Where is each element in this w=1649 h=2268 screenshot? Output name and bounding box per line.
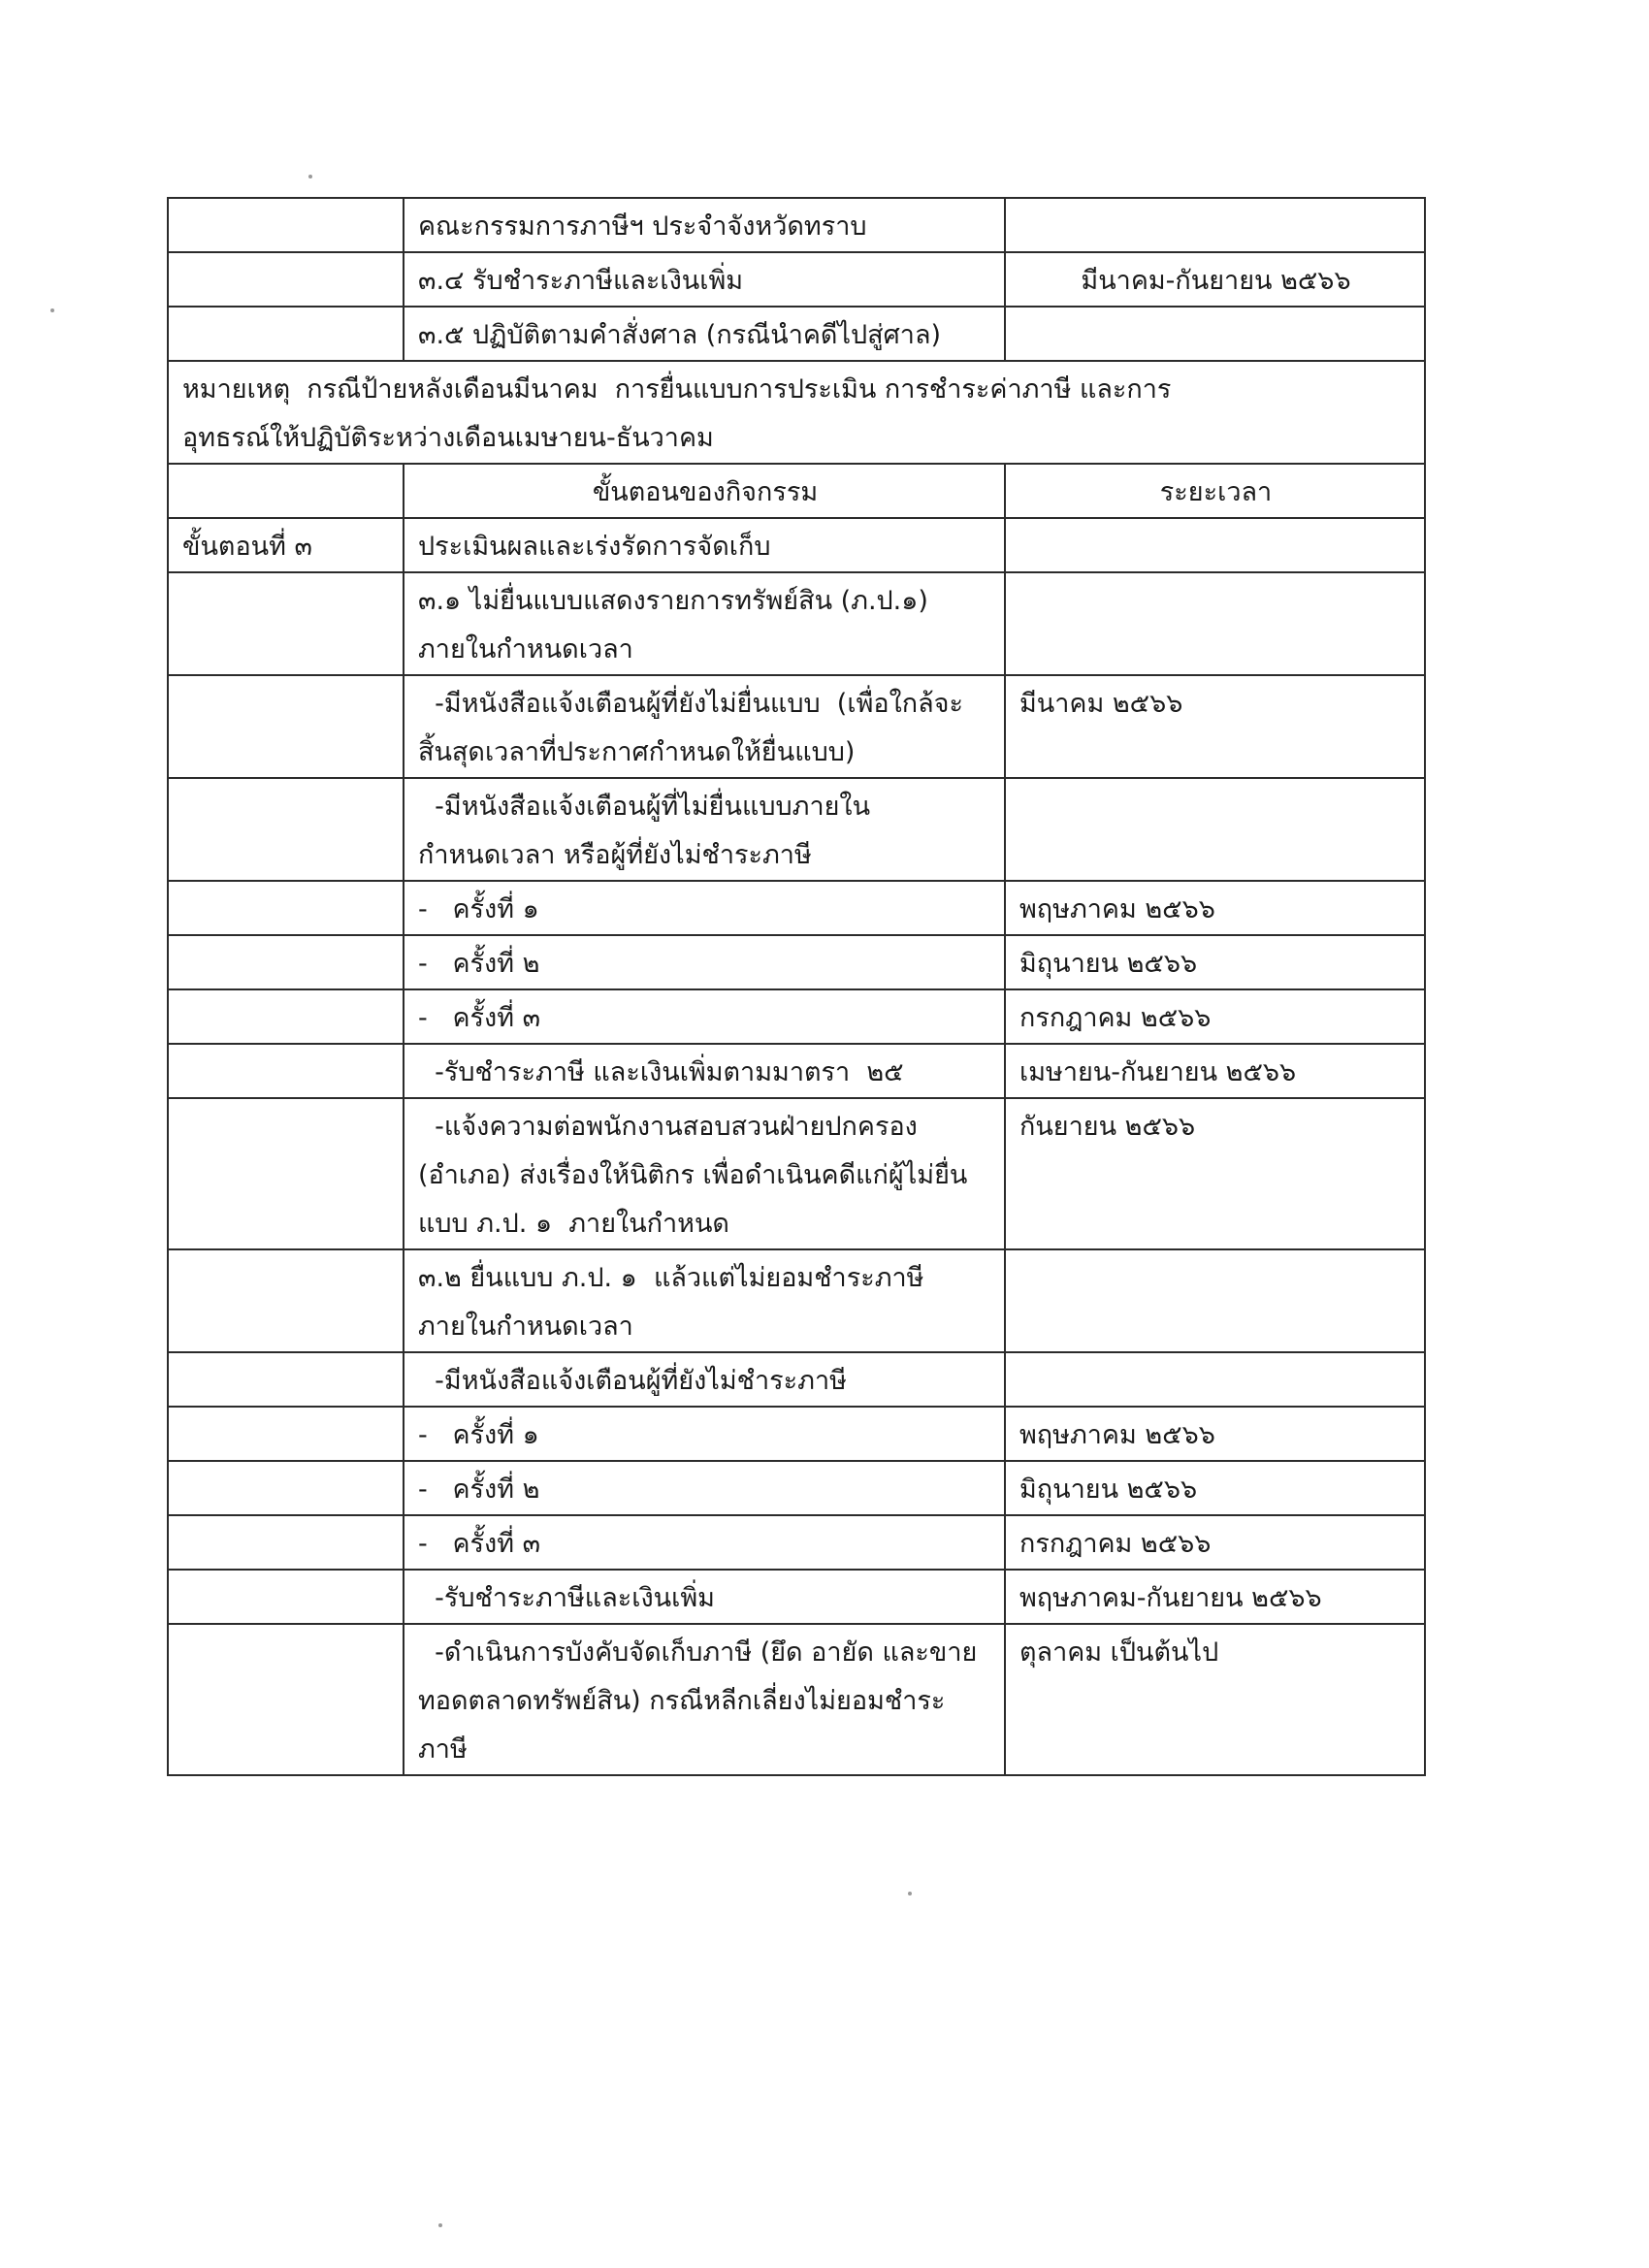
step-cell	[168, 1352, 404, 1407]
activity-cell: -ดำเนินการบังคับจัดเก็บภาษี (ยึด อายัด และขาย ทอดตลาดทรัพย์สิน) กรณีหลีกเลี่ยงไม่ยอมชำระ ภาษี	[404, 1624, 1005, 1775]
note-row	[168, 361, 1425, 464]
step-cell	[168, 989, 404, 1044]
period-cell	[1005, 307, 1425, 361]
table-row	[168, 1407, 1425, 1461]
header-step	[168, 464, 404, 518]
step-cell	[168, 1044, 404, 1098]
activity-cell: - ครั้งที่ ๒	[404, 935, 1005, 989]
step-cell	[168, 198, 404, 252]
activity-schedule-table	[167, 197, 1426, 1776]
activity-cell: -แจ้งความต่อพนักงานสอบสวนฝ่ายปกครอง (อำเภอ) ส่งเรื่องให้นิติกร เพื่อดำเนินคดีแก่ผู้ไม่ยื่น แบบ ภ.ป. ๑ ภายในกำหนด	[404, 1098, 1005, 1249]
step-cell	[168, 1624, 404, 1775]
period-cell	[1005, 198, 1425, 252]
period-cell: มีนาคม-กันยายน ๒๕๖๖	[1005, 252, 1425, 307]
period-cell	[1005, 1249, 1425, 1352]
step-cell	[168, 572, 404, 675]
step-cell	[168, 307, 404, 361]
table-row	[168, 198, 1425, 252]
activity-cell: ประเมินผลและเร่งรัดการจัดเก็บ	[404, 518, 1005, 572]
step-cell: ขั้นตอนที่ ๓	[168, 518, 404, 572]
step-cell	[168, 881, 404, 935]
header-period: ระยะเวลา	[1005, 464, 1425, 518]
step-cell	[168, 778, 404, 881]
activity-cell: -มีหนังสือแจ้งเตือนผู้ที่ยังไม่ชำระภาษี	[404, 1352, 1005, 1407]
activity-cell: - ครั้งที่ ๑	[404, 881, 1005, 935]
activity-cell: - ครั้งที่ ๑	[404, 1407, 1005, 1461]
table-row	[168, 675, 1425, 778]
activity-cell: ๓.๕ ปฏิบัติตามคำสั่งศาล (กรณีนำคดีไปสู่ศาล)	[404, 307, 1005, 361]
step-cell	[168, 935, 404, 989]
step-cell	[168, 1515, 404, 1570]
table-row	[168, 252, 1425, 307]
activity-cell: - ครั้งที่ ๒	[404, 1461, 1005, 1515]
table-row	[168, 1249, 1425, 1352]
table-row	[168, 1461, 1425, 1515]
period-cell	[1005, 1352, 1425, 1407]
table-row	[168, 1098, 1425, 1249]
table-row	[168, 1044, 1425, 1098]
period-cell	[1005, 778, 1425, 881]
activity-cell: -รับชำระภาษี และเงินเพิ่มตามมาตรา ๒๕	[404, 1044, 1005, 1098]
period-cell: กันยายน ๒๕๖๖	[1005, 1098, 1425, 1249]
activity-cell: - ครั้งที่ ๓	[404, 989, 1005, 1044]
table-row	[168, 518, 1425, 572]
scan-speck	[908, 1892, 912, 1895]
period-cell: พฤษภาคม ๒๕๖๖	[1005, 1407, 1425, 1461]
period-cell: กรกฎาคม ๒๕๖๖	[1005, 989, 1425, 1044]
table-row	[168, 1352, 1425, 1407]
step-cell	[168, 1570, 404, 1624]
activity-cell: ๓.๒ ยื่นแบบ ภ.ป. ๑ แล้วแต่ไม่ยอมชำระภาษี ภายในกำหนดเวลา	[404, 1249, 1005, 1352]
step-cell	[168, 252, 404, 307]
period-cell: มิถุนายน ๒๕๖๖	[1005, 935, 1425, 989]
table-row	[168, 881, 1425, 935]
step-cell	[168, 1407, 404, 1461]
scan-speck	[50, 308, 54, 312]
period-cell: มีนาคม ๒๕๖๖	[1005, 675, 1425, 778]
activity-cell: -มีหนังสือแจ้งเตือนผู้ที่ยังไม่ยื่นแบบ (เพื่อใกล้จะ สิ้นสุดเวลาที่ประกาศกำหนดให้ยื่นแบบ)	[404, 675, 1005, 778]
activity-cell: คณะกรรมการภาษีฯ ประจำจังหวัดทราบ	[404, 198, 1005, 252]
period-cell	[1005, 572, 1425, 675]
scan-speck	[438, 2223, 442, 2227]
table-row	[168, 572, 1425, 675]
activity-cell: ๓.๔ รับชำระภาษีและเงินเพิ่ม	[404, 252, 1005, 307]
header-activity: ขั้นตอนของกิจกรรม	[404, 464, 1005, 518]
activity-cell: - ครั้งที่ ๓	[404, 1515, 1005, 1570]
period-cell: พฤษภาคม-กันยายน ๒๕๖๖	[1005, 1570, 1425, 1624]
table-row	[168, 778, 1425, 881]
period-cell	[1005, 518, 1425, 572]
period-cell: กรกฎาคม ๒๕๖๖	[1005, 1515, 1425, 1570]
table-row	[168, 1515, 1425, 1570]
period-cell: ตุลาคม เป็นต้นไป	[1005, 1624, 1425, 1775]
table-row	[168, 989, 1425, 1044]
period-cell: เมษายน-กันยายน ๒๕๖๖	[1005, 1044, 1425, 1098]
table-row	[168, 307, 1425, 361]
header-row	[168, 464, 1425, 518]
table-row	[168, 935, 1425, 989]
activity-cell: -รับชำระภาษีและเงินเพิ่ม	[404, 1570, 1005, 1624]
note-text: หมายเหตุ กรณีป้ายหลังเดือนมีนาคม การยื่นแบบการประเมิน การชำระค่าภาษี และการ อุทธรณ์ให้ปฏิบัติระหว่างเดือนเมษายน-ธันวาคม	[168, 361, 1425, 464]
step-cell	[168, 1098, 404, 1249]
step-cell	[168, 1461, 404, 1515]
activity-cell: ๓.๑ ไม่ยื่นแบบแสดงรายการทรัพย์สิน (ภ.ป.๑) ภายในกำหนดเวลา	[404, 572, 1005, 675]
step-cell	[168, 675, 404, 778]
scan-speck	[308, 175, 312, 178]
period-cell: พฤษภาคม ๒๕๖๖	[1005, 881, 1425, 935]
step-cell	[168, 1249, 404, 1352]
period-cell: มิถุนายน ๒๕๖๖	[1005, 1461, 1425, 1515]
table-row	[168, 1570, 1425, 1624]
activity-cell: -มีหนังสือแจ้งเตือนผู้ที่ไม่ยื่นแบบภายใน กำหนดเวลา หรือผู้ที่ยังไม่ชำระภาษี	[404, 778, 1005, 881]
table-row	[168, 1624, 1425, 1775]
